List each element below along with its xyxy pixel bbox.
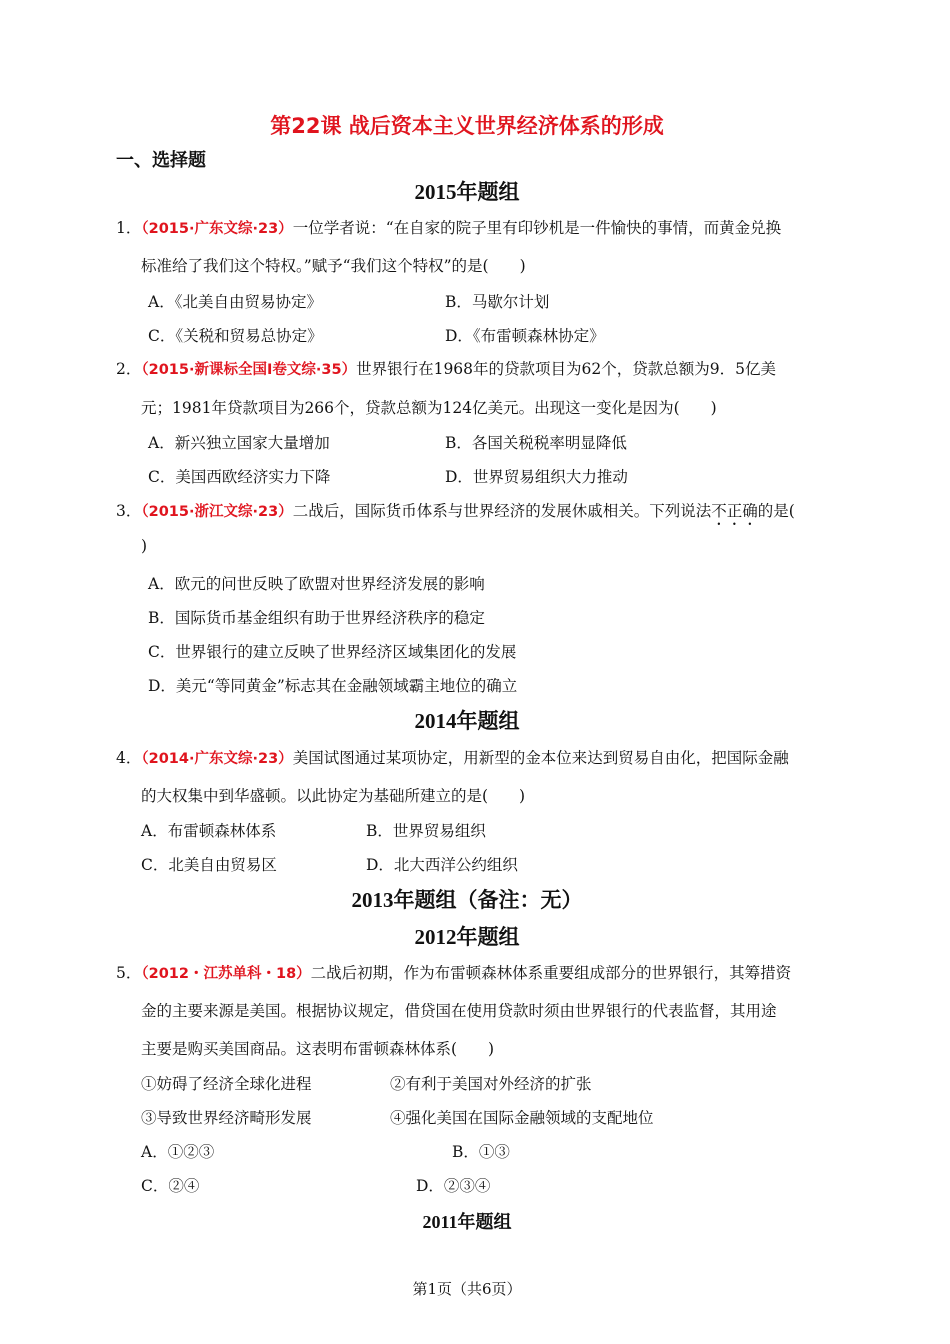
- question-4-line-1: [116, 746, 789, 768]
- question-3-option-c: C．世界银行的建立反映了世界经济区域集团化的发展: [148, 643, 517, 661]
- question-2-option-c: C．美国西欧经济实力下降: [148, 468, 331, 486]
- question-4-option-b: B．世界贸易组织: [366, 822, 486, 840]
- emphasis-text: 不正确: [711, 502, 758, 520]
- question-1-option-a: A．《北美自由贸易协定》: [148, 293, 322, 311]
- question-3-line-2: ): [141, 537, 148, 555]
- question-number: 5．: [116, 964, 142, 982]
- group-heading-2012: 2012年题组: [414, 925, 520, 949]
- question-5-statement-2: ②有利于美国对外经济的扩张: [390, 1075, 592, 1093]
- question-source: （2015·广东文综·23）: [141, 221, 293, 237]
- question-1-option-b: B．马歇尔计划: [445, 293, 550, 311]
- question-4-option-a: A．布雷顿森林体系: [141, 822, 277, 840]
- question-5-line-1: [116, 961, 791, 983]
- question-2-option-b: B．各国关税税率明显降低: [445, 434, 627, 452]
- group-heading-2013: 2013年题组（备注：无）: [351, 888, 583, 912]
- question-source: （2015·新课标全国Ⅰ卷文综·35）: [141, 362, 357, 378]
- question-2-option-d: D．世界贸易组织大力推动: [445, 468, 628, 486]
- question-text-end: 的是(: [757, 502, 795, 520]
- question-text: 二战后，国际货币体系与世界经济的发展休戚相关。下列说法: [292, 502, 712, 520]
- question-1-line-2: 标准给了我们这个特权。”赋予“我们这个特权”的是( ): [141, 257, 526, 275]
- question-3-option-a: A．欧元的问世反映了欧盟对世界经济发展的影响: [148, 575, 485, 593]
- question-5-option-a: A．①②③: [141, 1143, 215, 1161]
- question-2-option-a: A．新兴独立国家大量增加: [148, 434, 330, 452]
- question-2-line-2: 元；1981年贷款项目为266个，贷款总额为124亿美元。出现这一变化是因为( ): [141, 399, 717, 417]
- page-title: 第22课 战后资本主义世界经济体系的形成: [270, 114, 664, 138]
- question-1-line-1: [116, 216, 781, 238]
- question-number: 2．: [116, 360, 142, 378]
- question-number: 4．: [116, 749, 142, 767]
- question-source: （2014·广东文综·23）: [141, 751, 293, 767]
- question-text: 一位学者说：“在自家的院子里有印钞机是一件愉快的事情，而黄金兑换: [292, 219, 782, 237]
- question-text: 二战后初期，作为布雷顿森林体系重要组成部分的世界银行，其筹措资: [310, 964, 792, 982]
- question-4-line-2: 的大权集中到华盛顿。以此协定为基础所建立的是( ): [141, 787, 526, 805]
- question-text: 美国试图通过某项协定，用新型的金本位来达到贸易自由化，把国际金融: [292, 749, 789, 767]
- question-5-statement-1: ①妨碍了经济全球化进程: [141, 1075, 312, 1093]
- page-footer: 第1页（共6页）: [412, 1280, 522, 1298]
- question-number: 1．: [116, 219, 142, 237]
- question-4-option-d: D．北大西洋公约组织: [366, 856, 518, 874]
- question-2-line-1: [116, 357, 776, 379]
- question-5-line-3: 主要是购买美国商品。这表明布雷顿森林体系( ): [141, 1040, 495, 1058]
- question-5-option-d: D．②③④: [416, 1177, 491, 1195]
- question-5-line-2: 金的主要来源是美国。根据协议规定，借贷国在使用贷款时须由世界银行的代表监督，其用途: [141, 1002, 777, 1020]
- question-3-option-d: D．美元“等同黄金”标志其在金融领域霸主地位的确立: [148, 677, 518, 695]
- question-source: （2015·浙江文综·23）: [141, 504, 293, 520]
- question-5-statement-4: ④强化美国在国际金融领域的支配地位: [390, 1109, 654, 1127]
- question-4-option-c: C．北美自由贸易区: [141, 856, 277, 874]
- group-heading-2014: 2014年题组: [414, 709, 520, 733]
- question-3-option-b: B．国际货币基金组织有助于世界经济秩序的稳定: [148, 609, 485, 627]
- question-5-statement-3: ③导致世界经济畸形发展: [141, 1109, 312, 1127]
- group-heading-2011: 2011年题组: [422, 1212, 512, 1232]
- question-number: 3．: [116, 502, 142, 520]
- group-heading-2015: 2015年题组: [414, 180, 520, 204]
- question-5-option-b: B．①③: [452, 1143, 510, 1161]
- question-1-option-c: C．《关税和贸易总协定》: [148, 327, 323, 345]
- question-3-line-1: [116, 499, 795, 529]
- question-source: （2012・江苏单科・18）: [141, 966, 311, 982]
- question-1-option-d: D．《布雷顿森林协定》: [445, 327, 605, 345]
- question-5-option-c: C．②④: [141, 1177, 200, 1195]
- question-text: 世界银行在1968年的贷款项目为62个，贷款总额为9．5亿美: [356, 360, 776, 378]
- section-heading: 一、选择题: [116, 150, 206, 171]
